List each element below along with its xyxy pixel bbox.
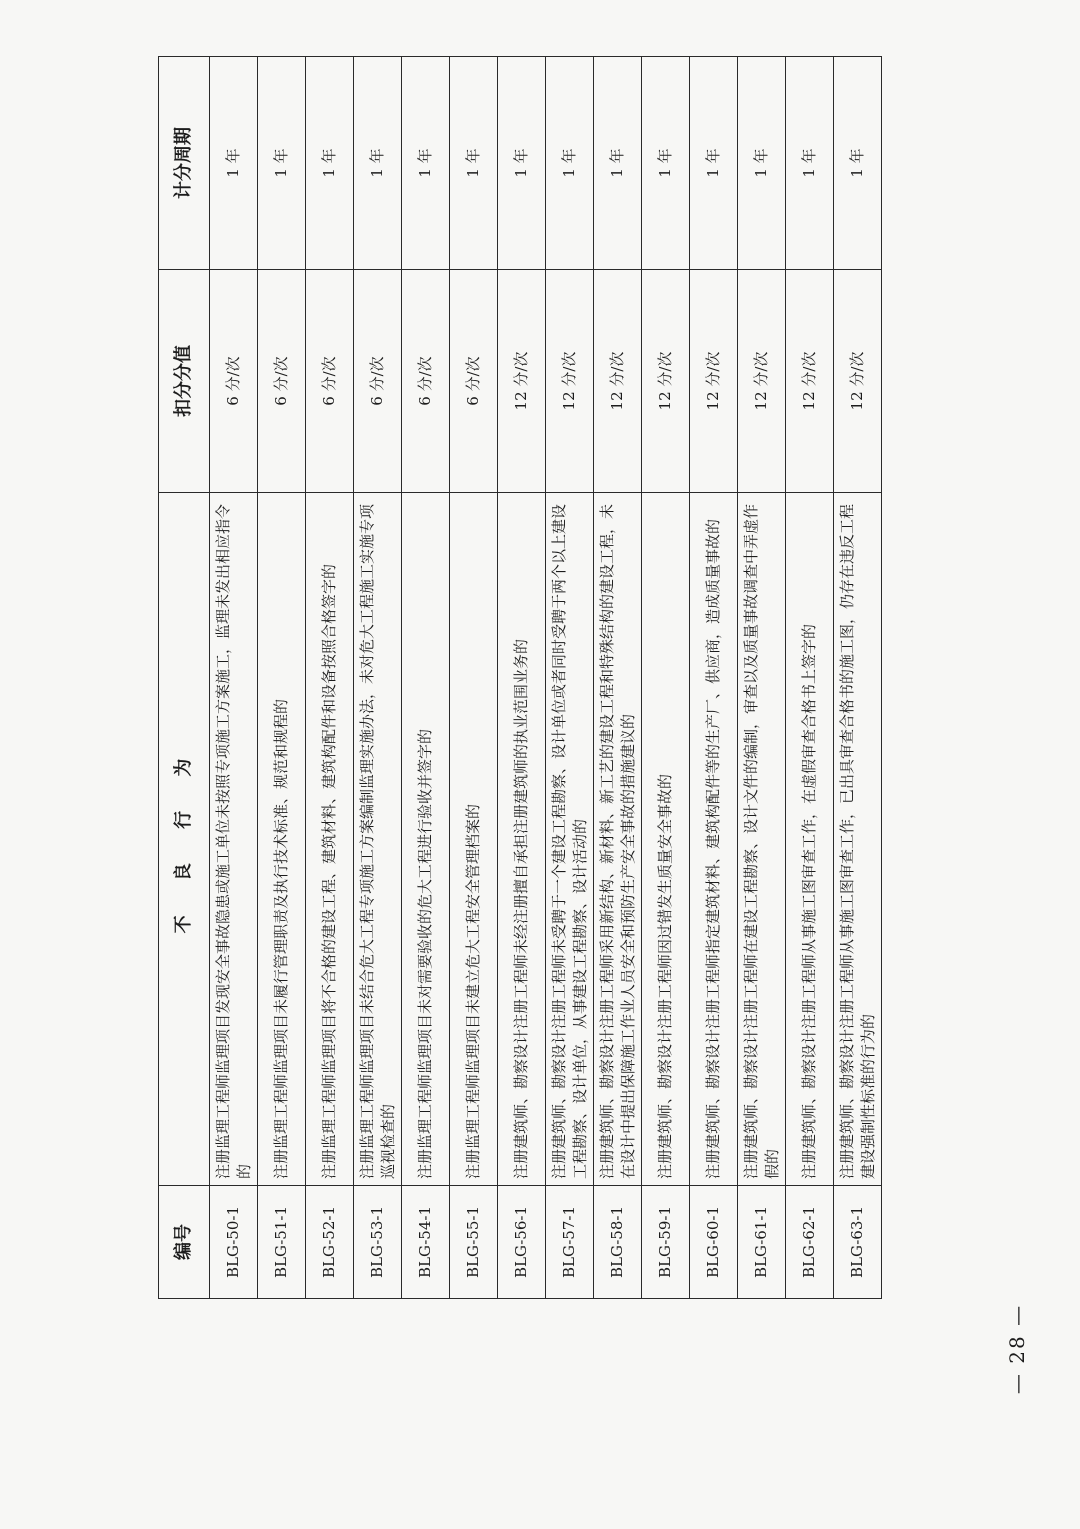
cell-score: 12 分/次 — [546, 270, 594, 493]
table-row — [402, 57, 450, 1299]
cell-code: BLG-58-1 — [594, 1186, 642, 1299]
cell-cycle: 1 年 — [546, 57, 594, 270]
header-code: 编号 — [159, 1186, 210, 1299]
header-cycle: 计分周期 — [159, 57, 210, 270]
cell-score: 6 分/次 — [258, 270, 306, 493]
cell-behavior: 注册建筑师、勘察设计注册工程师未受聘于一个建设工程勘察、设计单位或者同时受聘于两个以上建设工程勘察、设计单位，从事建设工程勘察、设计活动的 — [546, 493, 594, 1186]
cell-code: BLG-60-1 — [690, 1186, 738, 1299]
cell-cycle: 1 年 — [402, 57, 450, 270]
table-row — [498, 57, 546, 1299]
table-row — [210, 57, 258, 1299]
cell-cycle: 1 年 — [690, 57, 738, 270]
table-row — [786, 57, 834, 1299]
cell-code: BLG-56-1 — [498, 1186, 546, 1299]
cell-code: BLG-61-1 — [738, 1186, 786, 1299]
cell-code: BLG-63-1 — [834, 1186, 882, 1299]
header-behavior: 不 良 行 为 — [159, 493, 210, 1186]
table-row — [642, 57, 690, 1299]
cell-behavior: 注册建筑师、勘察设计注册工程师因过错发生质量安全事故的 — [642, 493, 690, 1186]
cell-behavior: 注册建筑师、勘察设计注册工程师从事施工图审查工作，在虚假审查合格书上签字的 — [786, 493, 834, 1186]
cell-code: BLG-55-1 — [450, 1186, 498, 1299]
cell-score: 12 分/次 — [738, 270, 786, 493]
cell-code: BLG-54-1 — [402, 1186, 450, 1299]
cell-score: 12 分/次 — [690, 270, 738, 493]
cell-code: BLG-59-1 — [642, 1186, 690, 1299]
table-row — [546, 57, 594, 1299]
cell-score: 6 分/次 — [354, 270, 402, 493]
cell-code: BLG-52-1 — [306, 1186, 354, 1299]
cell-score: 12 分/次 — [594, 270, 642, 493]
cell-cycle: 1 年 — [786, 57, 834, 270]
header-score: 扣分分值 — [159, 270, 210, 493]
table-row — [450, 57, 498, 1299]
table-row — [354, 57, 402, 1299]
cell-behavior: 注册监理工程师监理项目未建立危大工程安全管理档案的 — [450, 493, 498, 1186]
cell-behavior: 注册监理工程师监理项目未对需要验收的危大工程进行验收并签字的 — [402, 493, 450, 1186]
table-row — [594, 57, 642, 1299]
cell-behavior: 注册建筑师、勘察设计注册工程师指定建筑材料、建筑构配件等的生产厂、供应商，造成质量事故的 — [690, 493, 738, 1186]
cell-code: BLG-51-1 — [258, 1186, 306, 1299]
cell-cycle: 1 年 — [354, 57, 402, 270]
cell-behavior: 注册建筑师、勘察设计注册工程师从事施工图审查工作，已出具审查合格书的施工图，仍存在违反工程建设强制性标准的行为的 — [834, 493, 882, 1186]
cell-cycle: 1 年 — [450, 57, 498, 270]
page-number: — 28 — — [1005, 1303, 1029, 1395]
cell-cycle: 1 年 — [258, 57, 306, 270]
table-row — [834, 57, 882, 1299]
cell-score: 12 分/次 — [642, 270, 690, 493]
table-row — [306, 57, 354, 1299]
cell-code: BLG-53-1 — [354, 1186, 402, 1299]
cell-behavior: 注册监理工程师监理项目未履行管理职责及执行技术标准、规范和规程的 — [258, 493, 306, 1186]
cell-behavior: 注册监理工程师监理项目未结合危大工程专项施工方案编制监理实施办法，未对危大工程施工实施专项巡视检查的 — [354, 493, 402, 1186]
cell-code: BLG-50-1 — [210, 1186, 258, 1299]
penalty-table — [158, 56, 882, 1299]
cell-code: BLG-57-1 — [546, 1186, 594, 1299]
cell-code: BLG-62-1 — [786, 1186, 834, 1299]
cell-cycle: 1 年 — [498, 57, 546, 270]
cell-behavior: 注册建筑师、勘察设计注册工程师采用新结构、新材料、新工艺的建设工程和特殊结构的建设工程，未在设计中提出保障施工作业人员安全和预防生产安全事故的措施建议的 — [594, 493, 642, 1186]
cell-cycle: 1 年 — [834, 57, 882, 270]
cell-score: 12 分/次 — [834, 270, 882, 493]
cell-score: 6 分/次 — [450, 270, 498, 493]
cell-score: 6 分/次 — [306, 270, 354, 493]
cell-score: 12 分/次 — [498, 270, 546, 493]
cell-cycle: 1 年 — [306, 57, 354, 270]
cell-score: 6 分/次 — [210, 270, 258, 493]
cell-cycle: 1 年 — [642, 57, 690, 270]
cell-score: 12 分/次 — [786, 270, 834, 493]
cell-behavior: 注册建筑师、勘察设计注册工程师在建设工程勘察、设计文件的编制，审查以及质量事故调查中弄虚作假的 — [738, 493, 786, 1186]
table-header-row — [159, 57, 210, 1299]
table-row — [690, 57, 738, 1299]
cell-behavior: 注册监理工程师监理项目发现安全事故隐患或施工单位未按照专项施工方案施工，监理未发出相应指令的 — [210, 493, 258, 1186]
cell-cycle: 1 年 — [594, 57, 642, 270]
cell-cycle: 1 年 — [210, 57, 258, 270]
cell-behavior: 注册监理工程师监理项目将不合格的建设工程、建筑材料、建筑构配件和设备按照合格签字的 — [306, 493, 354, 1186]
table-row — [258, 57, 306, 1299]
table-body — [210, 57, 882, 1299]
cell-score: 6 分/次 — [402, 270, 450, 493]
cell-cycle: 1 年 — [738, 57, 786, 270]
table-row — [738, 57, 786, 1299]
cell-behavior: 注册建筑师、勘察设计注册工程师未经注册擅自承担注册建筑师的执业范围业务的 — [498, 493, 546, 1186]
